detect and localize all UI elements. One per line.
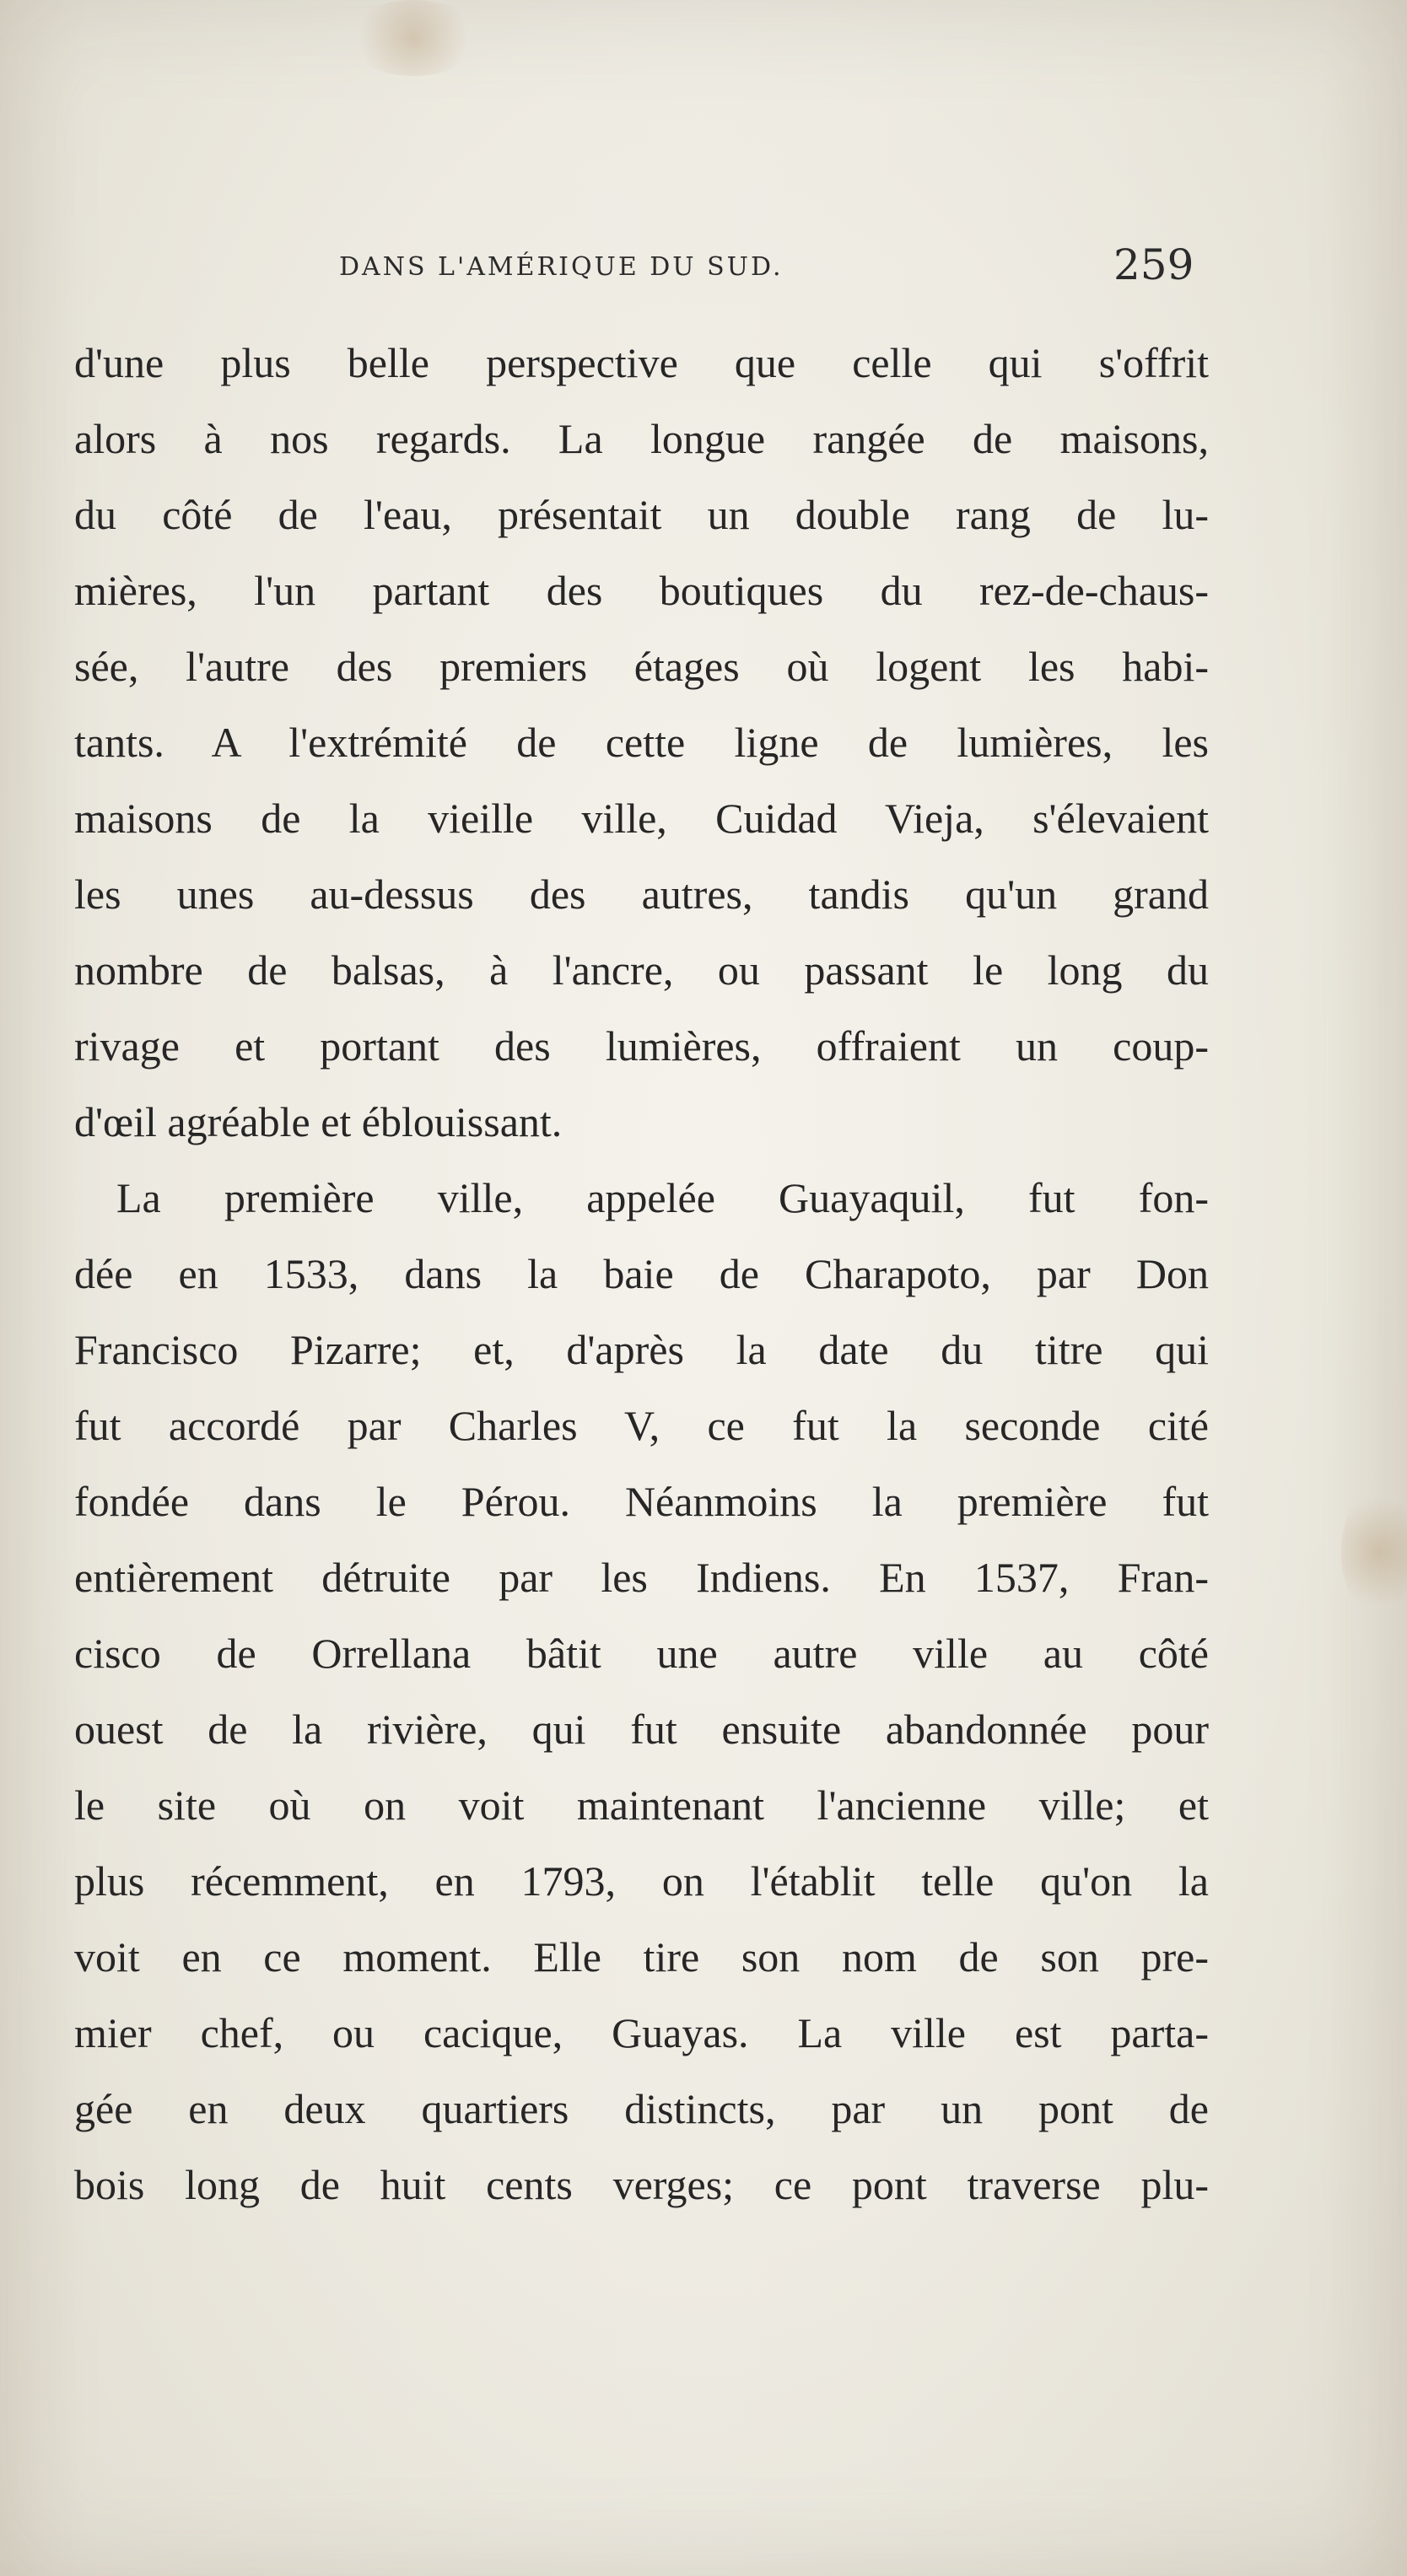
text-line: sée, l'autre des premiers étages où logent les habi- xyxy=(74,643,1209,690)
text-line: mier chef, ou cacique, Guayas. La ville est parta- xyxy=(74,2009,1209,2056)
text-line: mières, l'un partant des boutiques du rez-de-chaus- xyxy=(74,567,1209,614)
text-line: plus récemment, en 1793, on l'établit telle qu'on la xyxy=(74,1857,1209,1905)
text-line: d'œil agréable et éblouissant. xyxy=(74,1098,563,1145)
text-line: rivage et portant des lumières, offraient un coup- xyxy=(74,1022,1209,1070)
paper-stain xyxy=(1341,1485,1407,1619)
text-line: dée en 1533, dans la baie de Charapoto, par Don xyxy=(74,1250,1209,1297)
text-line: La première ville, appelée Guayaquil, fut fon- xyxy=(116,1174,1209,1221)
text-line: voit en ce moment. Elle tire son nom de son pre- xyxy=(74,1933,1209,1981)
text-line: ouest de la rivière, qui fut ensuite abandonnée pour xyxy=(74,1706,1209,1753)
text-line: d'une plus belle perspective que celle qui s'offrit xyxy=(74,339,1209,386)
text-line: le site où on voit maintenant l'ancienne ville; et xyxy=(74,1781,1209,1829)
text-line: entièrement détruite par les Indiens. En 1537, Fran- xyxy=(74,1554,1209,1601)
paragraph xyxy=(74,1160,1209,2223)
text-line: fondée dans le Pérou. Néanmoins la première fut xyxy=(74,1478,1209,1525)
paragraph xyxy=(74,325,1209,1160)
text-line: alors à nos regards. La longue rangée de maisons, xyxy=(74,415,1209,462)
running-head: DANS L'AMÉRIQUE DU SUD. xyxy=(339,252,784,282)
text-line: gée en deux quartiers distincts, par un pont de xyxy=(74,2085,1209,2132)
text-line: maisons de la vieille ville, Cuidad Vieja, s'élevaient xyxy=(74,795,1209,842)
paper-stain xyxy=(346,0,481,76)
text-line: nombre de balsas, à l'ancre, ou passant le long du xyxy=(74,946,1209,994)
text-line: tants. A l'extrémité de cette ligne de lumières, les xyxy=(74,719,1209,766)
text-line: les unes au-dessus des autres, tandis qu'un grand xyxy=(74,870,1209,918)
text-line: Francisco Pizarre; et, d'après la date du titre qui xyxy=(74,1326,1209,1373)
text-line: du côté de l'eau, présentait un double rang de lu- xyxy=(74,491,1209,538)
text-line: bois long de huit cents verges; ce pont traverse plu- xyxy=(74,2161,1209,2208)
body-text xyxy=(74,325,1209,2223)
text-line: cisco de Orrellana bâtit une autre ville au côté xyxy=(74,1630,1209,1677)
page-header xyxy=(76,240,1257,299)
page-number: 259 xyxy=(1113,240,1194,289)
text-line: fut accordé par Charles V, ce fut la seconde cité xyxy=(74,1402,1209,1449)
